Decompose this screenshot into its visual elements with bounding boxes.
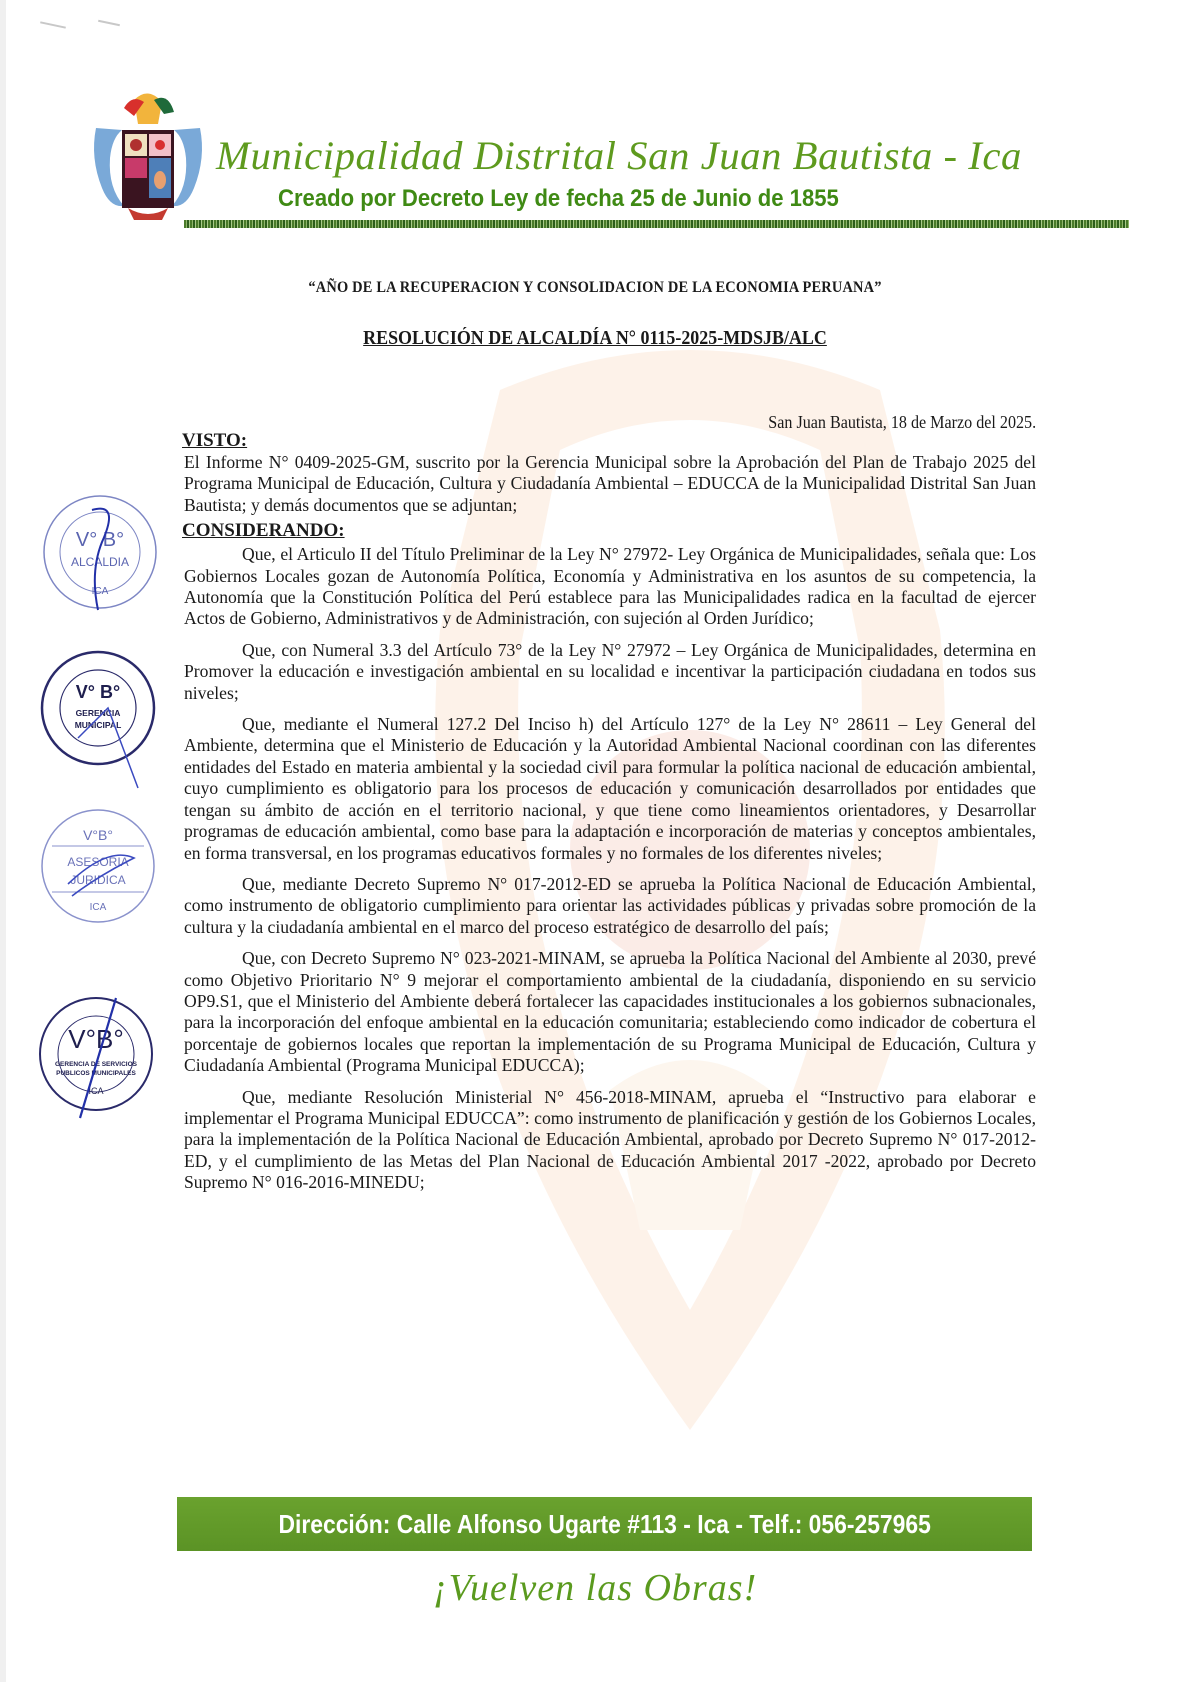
visto-paragraph: El Informe N° 0409-2025-GM, suscrito por la Gerencia Municipal sobre la Aprobación del Plan de Trabajo 2025 del Programa Municipal de Educación, Cultura y Ciudadanía Ambiental – EDUCCA de la Municipalidad Distrital San Juan Bautista; y demás documentos que se adjuntan; <box>184 452 1036 515</box>
considerando-paragraph: Que, con Decreto Supremo N° 023-2021-MINAM, se aprueba la Política Nacional del Ambiente al 2030, prevé como Objetivo Prioritario N° 9 mejorar el comportamiento ambiental de la ciudadanía, disponiendo en su servicio OP9.S1, que el Ministerio del Ambiente deberá fortalecer las capacidades institucionales a los gobiernos subnacionales, para la incorporación del enfoque ambiental en la educación comunitaria; estableciendo como indicador de cobertura el porcentaje de gobiernos locales que reportan la implementación de su Programa Municipal de Educación, Cultura y Ciudadanía Ambiental (Programa Municipal EDUCCA); <box>184 948 1036 1076</box>
stamp-servicios-publicos <box>36 994 156 1114</box>
scan-artifacts <box>40 18 160 38</box>
svg-text:ALCALDIA: ALCALDIA <box>70 555 130 569</box>
footer-address: Dirección: Calle Alfonso Ugarte #113 - Ica - Telf.: 056-257965 <box>278 1508 931 1539</box>
considerando-heading: CONSIDERANDO: <box>182 520 345 542</box>
considerando-paragraph: Que, el Articulo II del Título Preliminar de la Ley N° 27972- Ley Orgánica de Municipalidades, señala que: Los Gobiernos Locales gozan de Autonomía Política, Economía y Administrativa en los asuntos de su competencia, la Autonomía que la Constitución Política del Perú establece para las Municipalidades radica en la facultad de ejercer Actos de Gobierno, Administrativos y de Administración, con sujeción al Orden Jurídico; <box>184 544 1036 629</box>
considerando-paragraph: Que, mediante Resolución Ministerial N° 456-2018-MINAM, aprueba el “Instructivo para elaborar e implementar el Programa Municipal EDUCCA”: como instrumento de planificación y gestión de los Gobiernos Locales, para la implementación de la Política Nacional de Educación Ambiental, aprobado por Decreto Supremo N° 017-2012-ED, y el cumplimiento de las Metas del Plan Nacional de Educación Ambiental 2017 -2022, aprobado por Decreto Supremo N° 016-2016-MINEDU; <box>184 1086 1036 1193</box>
date-line: San Juan Bautista, 18 de Marzo del 2025. <box>768 412 1036 432</box>
considerando-paragraph: Que, con Numeral 3.3 del Artículo 73° de la Ley N° 27972 – Ley Orgánica de Municipalidades, determina en Promover la educación e investigación ambiental en su localidad e incentivar la participación ciudadana en todos sus niveles; <box>184 639 1036 703</box>
letterhead <box>88 88 1038 238</box>
municipal-crest-icon <box>88 88 208 228</box>
svg-text:V° B°: V° B° <box>75 682 121 702</box>
svg-text:PUBLICOS MUNICIPALES: PUBLICOS MUNICIPALES <box>56 1070 136 1077</box>
approval-stamp-icon <box>38 806 158 926</box>
svg-text:ASESORIA: ASESORIA <box>67 855 129 869</box>
resolution-title: RESOLUCIÓN DE ALCALDÍA N° 0115-2025-MDSJB/ALC <box>363 328 827 349</box>
considerando-paragraph: Que, mediante el Numeral 127.2 Del Inciso h) del Artículo 127° de la Ley N° 28611 – Ley General del Ambiente, determina que el Ministerio de Educación y la Autoridad Ambiental Nacional coordinan con las diferentes entidades del Estado en materia ambiental y la sociedad civil para formular la política nacional de educación ambiental, cuyo cumplimiento es obligatorio para los procesos de educación y comunicación desarrollados por entidades que tengan su ámbito de acción en el territorio nacional, y que tiene como lineamientos orientadores, y Desarrollar programas de educación ambiental, como base para la adaptación e incorporación de materias y conceptos ambientales, en forma transversal, en los programas educativos formales y no formales de los diferentes niveles; <box>184 714 1036 863</box>
svg-text:JURIDICA: JURIDICA <box>70 873 126 887</box>
stamp-alcaldia <box>40 492 160 612</box>
svg-text:V° B°: V° B° <box>75 529 125 551</box>
stamp-asesoria-juridica <box>38 806 158 926</box>
svg-text:GERENCIA DE SERVICIOS: GERENCIA DE SERVICIOS <box>55 1061 137 1068</box>
svg-text:ICA: ICA <box>88 1086 104 1096</box>
visto-heading: VISTO: <box>182 430 248 451</box>
resolution-body <box>184 430 1036 1194</box>
svg-text:V°B°: V°B° <box>68 1024 124 1054</box>
scan-edge <box>0 0 6 1682</box>
approval-stamp-icon <box>36 994 156 1114</box>
header-divider <box>184 220 1129 228</box>
stamp-gerencia-municipal <box>38 648 158 768</box>
svg-text:V°B°: V°B° <box>83 827 113 843</box>
svg-text:MUNICIPAL: MUNICIPAL <box>74 720 122 730</box>
svg-text:ICA: ICA <box>91 586 109 597</box>
svg-text:ICA: ICA <box>89 902 107 913</box>
approval-stamp-icon <box>38 648 158 768</box>
footer-slogan: ¡Vuelven las Obras! <box>432 1567 758 1609</box>
footer-address-bar <box>177 1497 1032 1551</box>
year-motto: “AÑO DE LA RECUPERACION Y CONSOLIDACION DE LA ECONOMIA PERUANA” <box>308 279 882 296</box>
institution-name: Municipalidad Distrital San Juan Bautista - Ica <box>216 133 1022 178</box>
svg-text:GERENCIA: GERENCIA <box>75 708 121 718</box>
considerando-paragraph: Que, mediante Decreto Supremo N° 017-2012-ED se aprueba la Política Nacional de Educación Ambiental, como instrumento de obligatorio cumplimiento para orientar las actividades públicas y privadas sobre promoción de la cultura y la ciudadanía ambiental en el marco del proceso estratégico de desarrollo del país; <box>184 873 1036 937</box>
approval-stamp-icon <box>40 492 160 612</box>
founding-decree-line: Creado por Decreto Ley de fecha 25 de Junio de 1855 <box>278 185 839 212</box>
